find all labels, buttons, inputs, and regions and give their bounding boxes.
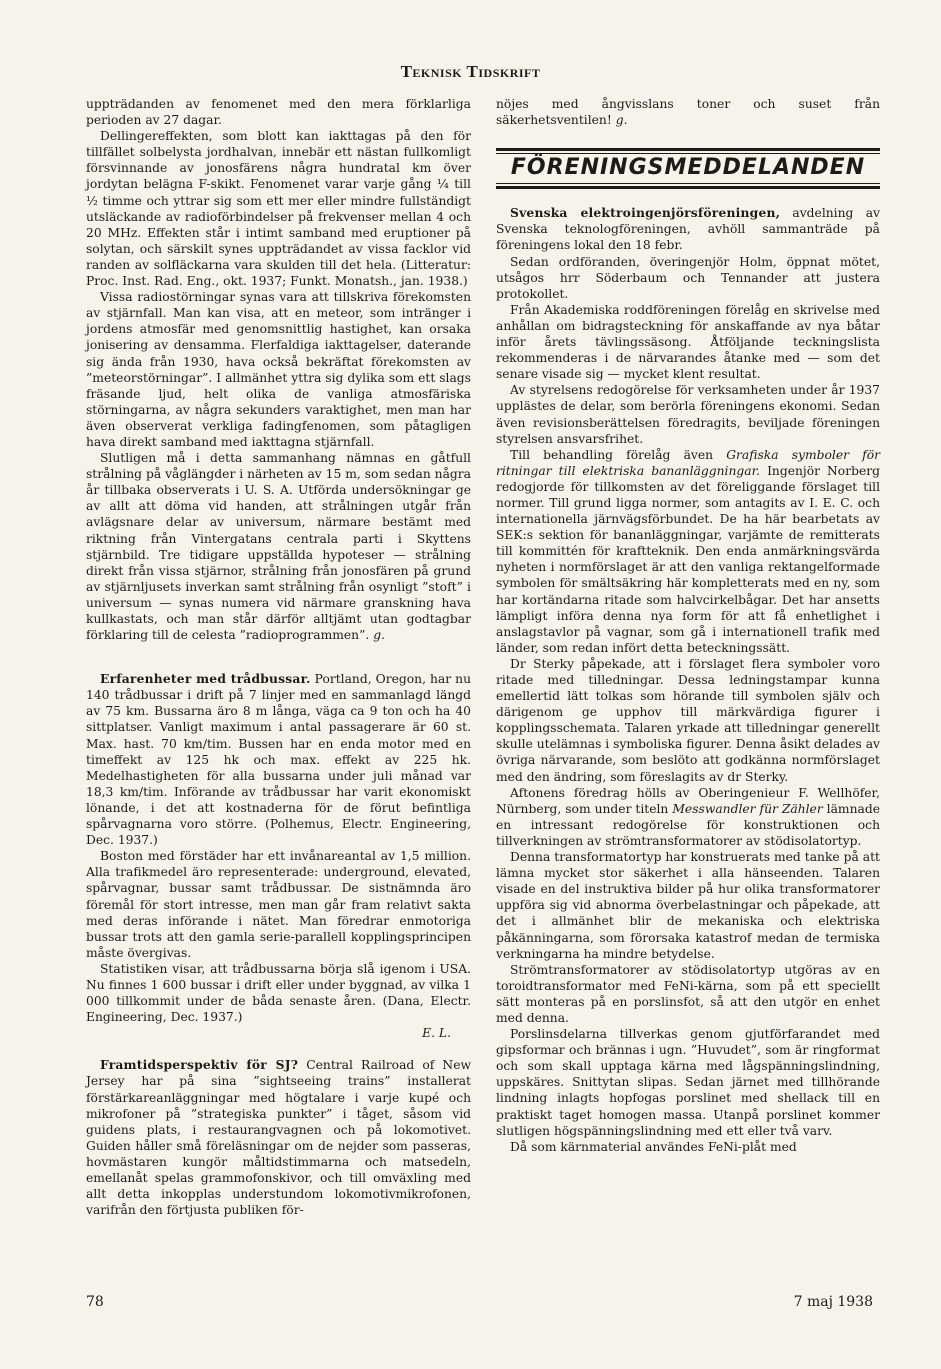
right-column	[496, 96, 880, 1155]
paragraph: Denna transformatortyp har konstruerats med tanke på att lämna mycket stor säkerhet i alla hänseenden. Talaren visade en del instruktiva bilder på hur olika transformatorer uppföra sig vid abnorma överbelastningar och påpekade, att det i allmänhet blir de mekaniska och elektriska påkänningarna, som förorsaka katastrof medan de termiska verkningarna ha mindre betydelse.	[496, 850, 880, 961]
article-svef	[496, 205, 880, 253]
paragraph: Dellingereffekten, som blott kan iakttagas på den för tillfället solbelysta jordhalvan, innebär ett nästan fullkomligt försvinnande av jonosfärens några hundratal km över jordytan belägna F-skikt. Fenomenet varar varje gång ¼ till ½ timme och yttrar sig som ett mer eller mindre fullständigt utsläckande av radioförbindelser på frekvenser mellan 4 och 20 MHz. Effekten står i intimt samband med eruptioner på solytan, och särskilt synes uppträdandet av vissa facklor vid randen av solfläckarna vara skulden till det hela. (Litteratur: Proc. Inst. Rad. Eng., okt. 1937; Funkt. Monatsh., jan. 1938.)	[86, 129, 471, 289]
article-trolley	[86, 671, 471, 848]
signature: E. L.	[422, 1026, 451, 1041]
paragraph-text: Till behandling förelåg även	[510, 447, 714, 462]
paragraph: uppträdanden av fenomenet med den mera förklarliga perioden av 27 dagar.	[86, 97, 471, 128]
paragraph-text: Central Railroad of New Jersey har på sina ”sightseeing trains” installerat förstärkareanläggningar med högtalare i varje kupé och mikrofoner på ”strategiska punkter” i tåget, såsom vid guidens plats, i restaurangvagnen och på lokomotivet. Guiden håller små föreläsningar om de nejder som passeras, hovmästaren kungör måltidstimmarna och matsedeln, emellanåt spelas grammofonskivor, och till omväxling med allt detta inkopplas understundom lokomotivmikrofonen, varifrån den förtjusta publiken för-	[86, 1058, 471, 1218]
rule-divider	[496, 183, 880, 184]
paragraph-text: lämnade en intressant redogörelse för konstruktionen och tillverkningen av strömtransformatorer av stödisolatortyp.	[496, 801, 880, 848]
rule-divider	[496, 186, 880, 189]
paragraph-text: Ingenjör Norberg redogjorde för tillkomsten av det föreliggande förslaget till normer. Till grund ligga normer, som antagits av I. E. C. och internationella järnvägsförbundet. De ha här bearbetats av SEK:s sektion för bananläggningar, varjämte de remitterats till kommittén för kraftteknik. Den enda anmärkningsvärda nyheten i normförslaget är att den vanliga rektangelformade symbolen för smältsäkring här kompletterats med en ny, som har kortändarna ritade som halvcirkelbågar. Det har ansetts lämpligt införa denna nya form för att få enhetlighet i anslagstavlor på vagnar, som gå i internationell trafik med länder, som redan infört detta beteckningssätt.	[496, 463, 880, 655]
section-title: FÖRENINGSMEDDELANDEN	[510, 155, 866, 181]
paragraph-text: Aftonens föredrag hölls av Oberingenieur F. Wellhöfer, Nürnberg, som under titeln	[496, 785, 880, 816]
rule-divider	[496, 148, 880, 151]
paragraph: Strömtransformatorer av stödisolatortyp utgöras av en toroidtransformator med FeNi-kärna, som på ett speciellt sätt monteras på en porslinsfot, så att den utgör en enhet med denna.	[496, 962, 880, 1025]
article-sj	[86, 1057, 471, 1218]
paragraph: Vissa radiostörningar synas vara att tillskriva förekomsten av stjärnfall. Man kan visa, att en meteor, som intränger i jordens atmosfär med genomsnittlig hastighet, kan orsaka jonisering av densamma. Flerfaldiga iakttagelser, daterande sig ända från 1930, hava också bekräftat förekomsten av ”meteorstörningar”. I allmänhet yttra sig dylika som ett slags fräsande ljud, helt olika de vanliga atmosfäriska störningarna, av några sekunders varaktighet, men man har även observerat verkliga fadingfenomen, som påtagligen hava direkt samband med iakttagna stjärnfall.	[86, 290, 471, 449]
left-column	[86, 96, 471, 1218]
paragraph: Statistiken visar, att trådbussarna börja slå igenom i USA. Nu finnes 1 600 bussar i drift eller under byggnad, av vilka 1 000 tillkommit under de båda senaste åren. (Dana, Electr. Engineering, Dec. 1937.)	[86, 961, 471, 1025]
paragraph-text: nöjes med ångvisslans toner och suset från säkerhetsventilen!	[496, 97, 880, 128]
article-heading: Framtidsperspektiv för SJ?	[100, 1057, 299, 1073]
paragraph	[496, 785, 880, 849]
paragraph	[86, 450, 471, 643]
paragraph	[496, 96, 880, 128]
paragraph: Porslinsdelarna tillverkas genom gjutförfarandet med gipsformar och brännas i ugn. ”Huvudet”, som är ringformat och som skall upptaga kärna med lågspänningslindning, uppskäres. Snittytan slipas. Sedan järnet med tillhörande lindning inlagts hopfogas porslinet med shellack till en praktiskt taget homogen massa. Utanpå porslinet kommer slutligen högspänningslindning med ett eller två varv.	[496, 1027, 880, 1138]
page-number: 78	[86, 1294, 104, 1310]
paragraph: Från Akademiska roddföreningen förelåg en skrivelse med anhållan om bidragsteckning för anskaffande av nya båtar inför årets tävlingssäsong. Åtföljande teckningslista rekommenderas i de närvarandes åtanke med — som det senare visade sig — mycket klent resultat.	[496, 302, 880, 382]
article-heading: Erfarenheter med trådbussar.	[100, 671, 311, 687]
signature: g.	[373, 628, 385, 643]
paragraph-text: Portland, Oregon, har nu 140 trådbussar i drift på 7 linjer med en sammanlagd längd av 75 km. Bussarna äro 8 m långa, väga ca 9 ton och ha 40 sittplatser. Vanligt maximum i antal passagerare är 60 st. Max. hast. 70 km/tim. Bussen har en enda motor med en timeffekt av 125 hk och max. effekt av 225 hk. Medelhastigheten för alla bussarna under juli månad var 18,3 km/tim. Införande av trådbussar har varit ekonomiskt lönande, i det att kostnaderna för de förut befintliga spårvagnarna voro större. (Polhemus, Electr. Engineering, Dec. 1937.)	[86, 672, 472, 848]
signature: g.	[615, 113, 628, 128]
document-title: Grafiska symboler för ritningar till elektriska bananläggningar.	[496, 447, 880, 478]
paragraph: Då som kärnmaterial användes FeNi-plåt med	[510, 1139, 797, 1154]
journal-title: Teknisk Tidskrift	[400, 62, 541, 81]
paragraph-text: Slutligen må i detta sammanhang nämnas en gåtfull strålning på våglängder i närheten av 15 m, som sedan några år tillbaka observerats i U. S. A. Utförda undersökningar ge av allt att döma vid handen, att strålningen utgår från avlägsnare delar av universum, närmare bestämt med riktning från Vintergatans centrala parti i Skyttens stjärnbild. Tre tidigare uppställda hypoteser — strålning direkt från vissa stjärnor, strålning från jonosfären på grund av stjärnljusets inverkan samt strålning från osynligt ”stoft” i universum — synas numera vid närmare granskning hava kullkastats, och man står därför alltjämt utan godtagbar förklaring till de celesta ”radioprogrammen”.	[86, 451, 471, 643]
paragraph: Av styrelsens redogörelse för verksamheten under år 1937 upplästes de delar, som berörla föreningens ekonomi. Sedan även revisionsberättelsen föredragits, beviljade föreningen styrelsen ansvarsfrihet.	[496, 383, 880, 446]
paragraph: Sedan ordföranden, överingenjör Holm, öppnat mötet, utsågos hrr Söderbaum och Tennander att justera protokollet.	[496, 254, 880, 301]
section-header	[496, 148, 880, 189]
article-heading: Svenska elektroingenjörsföreningen,	[510, 205, 781, 221]
paragraph: Dr Sterky påpekade, att i förslaget flera symboler voro ritade med tilledningar. Dessa ledningstampar kunna emellertid lätt tolkas som hörande till symbolen själv och därigenom ge upphov till märkvärdiga figurer i kopplingsschemata. Talaren yrkade att tilledningar generellt skulle utelämnas i symboliska figurer. Denna åsikt delades av övriga närvarande, som beslöto att godkänna normförslaget med den ändring, som föreslagits av dr Sterky.	[496, 656, 880, 784]
paragraph	[496, 447, 880, 656]
page-date: 7 maj 1938	[793, 1294, 873, 1310]
paragraph-text: avdelning av Svenska teknologföreningen, avhöll sammanträde på föreningens lokal den 18 febr.	[496, 206, 880, 253]
lecture-title: Messwandler für Zähler	[672, 801, 823, 816]
paragraph: Boston med förstäder har ett invånareantal av 1,5 million. Alla trafikmedel äro representerade: underground, elevated, spårvagnar, bussar samt trådbussar. De sistnämnda äro föremål för stort intresse, men man går fram relativt sakta med deras införande i nätet. Man föredrar enmotoriga bussar trots att den gamla serie-parallell kopplingsprincipen måste övergivas.	[86, 849, 471, 960]
